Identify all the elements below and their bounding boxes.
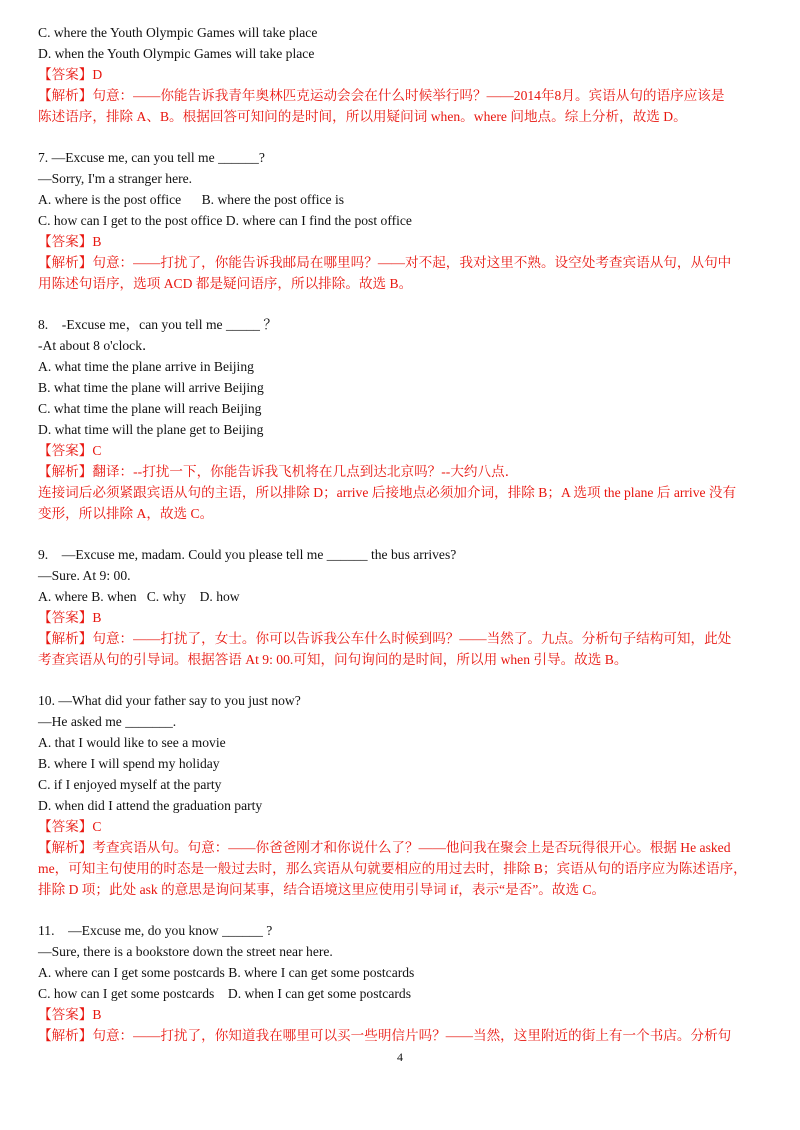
spacer — [38, 900, 768, 920]
q11-options-cd: C. how can I get some postcards D. when I can get some postcards — [38, 986, 411, 1001]
q11-answer: 【答案】B — [38, 1007, 102, 1022]
q10-option-b: B. where I will spend my holiday — [38, 756, 220, 771]
spacer — [38, 294, 768, 314]
q8-answer: 【答案】C — [38, 443, 102, 458]
q8-option-d: D. what time will the plane get to Beijing — [38, 422, 264, 437]
q7-reply: —Sorry, I'm a stranger here. — [38, 171, 193, 186]
q7-options-ab: A. where is the post office B. where the post office is — [38, 192, 345, 207]
q9-reply: —Sure. At 9: 00. — [38, 568, 131, 583]
q11-analysis-line-1: 【解析】句意：——打扰了，你知道我在哪里可以买一些明信片吗？——当然，这里附近的街上有一个书店。分析句 — [38, 1028, 732, 1043]
q7-question: 7. —Excuse me, can you tell me ______? — [38, 150, 265, 165]
q10-analysis-line-3: 排除 D 项；此处 ask 的意思是询问某事，结合语境这里应使用引导词 if，表示“是否”。故选 C。 — [38, 882, 606, 897]
spacer — [38, 670, 768, 690]
q10-analysis-line-1: 【解析】考查宾语从句。句意：——你爸爸刚才和你说什么了？——他问我在聚会上是否玩得很开心。根据 He asked — [38, 840, 731, 855]
q11-question: 11. —Excuse me, do you know ______ ? — [38, 923, 273, 938]
q10-option-c: C. if I enjoyed myself at the party — [38, 777, 222, 792]
spacer — [38, 127, 768, 147]
q9-question: 9. —Excuse me, madam. Could you please tell me ______ the bus arrives? — [38, 547, 457, 562]
q8-option-b: B. what time the plane will arrive Beijing — [38, 380, 264, 395]
q6-analysis-line-1: 【解析】句意：——你能告诉我青年奥林匹克运动会会在什么时候举行吗？——2014年8月。宾语从句的语序应该是 — [38, 88, 725, 103]
document-page — [38, 22, 768, 1046]
q9-analysis-line-1: 【解析】句意：——打扰了，女士。你可以告诉我公车什么时候到吗？——当然了。九点。分析句子结构可知，此处 — [38, 631, 732, 646]
q9-answer: 【答案】B — [38, 610, 102, 625]
q8-analysis-line-3: 变形，所以排除 A，故选 C。 — [38, 506, 214, 521]
q6-option-d: D. when the Youth Olympic Games will take place — [38, 46, 315, 61]
q9-options: A. where B. when C. why D. how — [38, 589, 240, 604]
page-number: 4 — [397, 1050, 403, 1064]
q11-options-ab: A. where can I get some postcards B. where I can get some postcards — [38, 965, 415, 980]
q7-options-cd: C. how can I get to the post office D. where can I find the post office — [38, 213, 412, 228]
q8-analysis-line-1: 【解析】翻译：--打扰一下，你能告诉我飞机将在几点到达北京吗？--大约八点． — [38, 464, 519, 479]
q8-question: 8. -Excuse me，can you tell me _____ ？ — [38, 317, 277, 332]
q10-answer: 【答案】C — [38, 819, 102, 834]
q6-option-c: C. where the Youth Olympic Games will take place — [38, 25, 318, 40]
q8-option-c: C. what time the plane will reach Beijing — [38, 401, 262, 416]
q6-answer: 【答案】D — [38, 67, 103, 82]
q7-answer: 【答案】B — [38, 234, 102, 249]
q9-analysis-line-2: 考查宾语从句的引导词。根据答语 At 9: 00.可知，问句询问的是时间，所以用 when 引导。故选 B。 — [38, 652, 628, 667]
q8-reply: -At about 8 o'clock． — [38, 338, 156, 353]
q10-question: 10. —What did your father say to you just now? — [38, 693, 301, 708]
q10-reply: —He asked me _______. — [38, 714, 177, 729]
q10-option-d: D. when did I attend the graduation party — [38, 798, 263, 813]
q7-analysis-line-1: 【解析】句意：——打扰了，你能告诉我邮局在哪里吗？——对不起，我对这里不熟。设空处考查宾语从句，从句中 — [38, 255, 732, 270]
q7-analysis-line-2: 用陈述句语序，选项 ACD 都是疑问语序，所以排除。故选 B。 — [38, 276, 413, 291]
spacer — [38, 524, 768, 544]
q6-analysis-line-2: 陈述语序，排除 A、B。根据回答可知问的是时间，所以用疑问词 when。where 问地点。综上分析，故选 D。 — [38, 109, 687, 124]
q10-analysis-line-2: me，可知主句使用的时态是一般过去时，那么宾语从句就要相应的用过去时，排除 B；宾语从句的语序应为陈述语序， — [38, 861, 747, 876]
q8-option-a: A. what time the plane arrive in Beijing — [38, 359, 254, 374]
q11-reply: —Sure, there is a bookstore down the street near here. — [38, 944, 333, 959]
q10-option-a: A. that I would like to see a movie — [38, 735, 226, 750]
q8-analysis-line-2: 连接词后必须紧跟宾语从句的主语，所以排除 D；arrive 后接地点必须加介词，排除 B；A 选项 the plane 后 arrive 没有 — [38, 485, 737, 500]
